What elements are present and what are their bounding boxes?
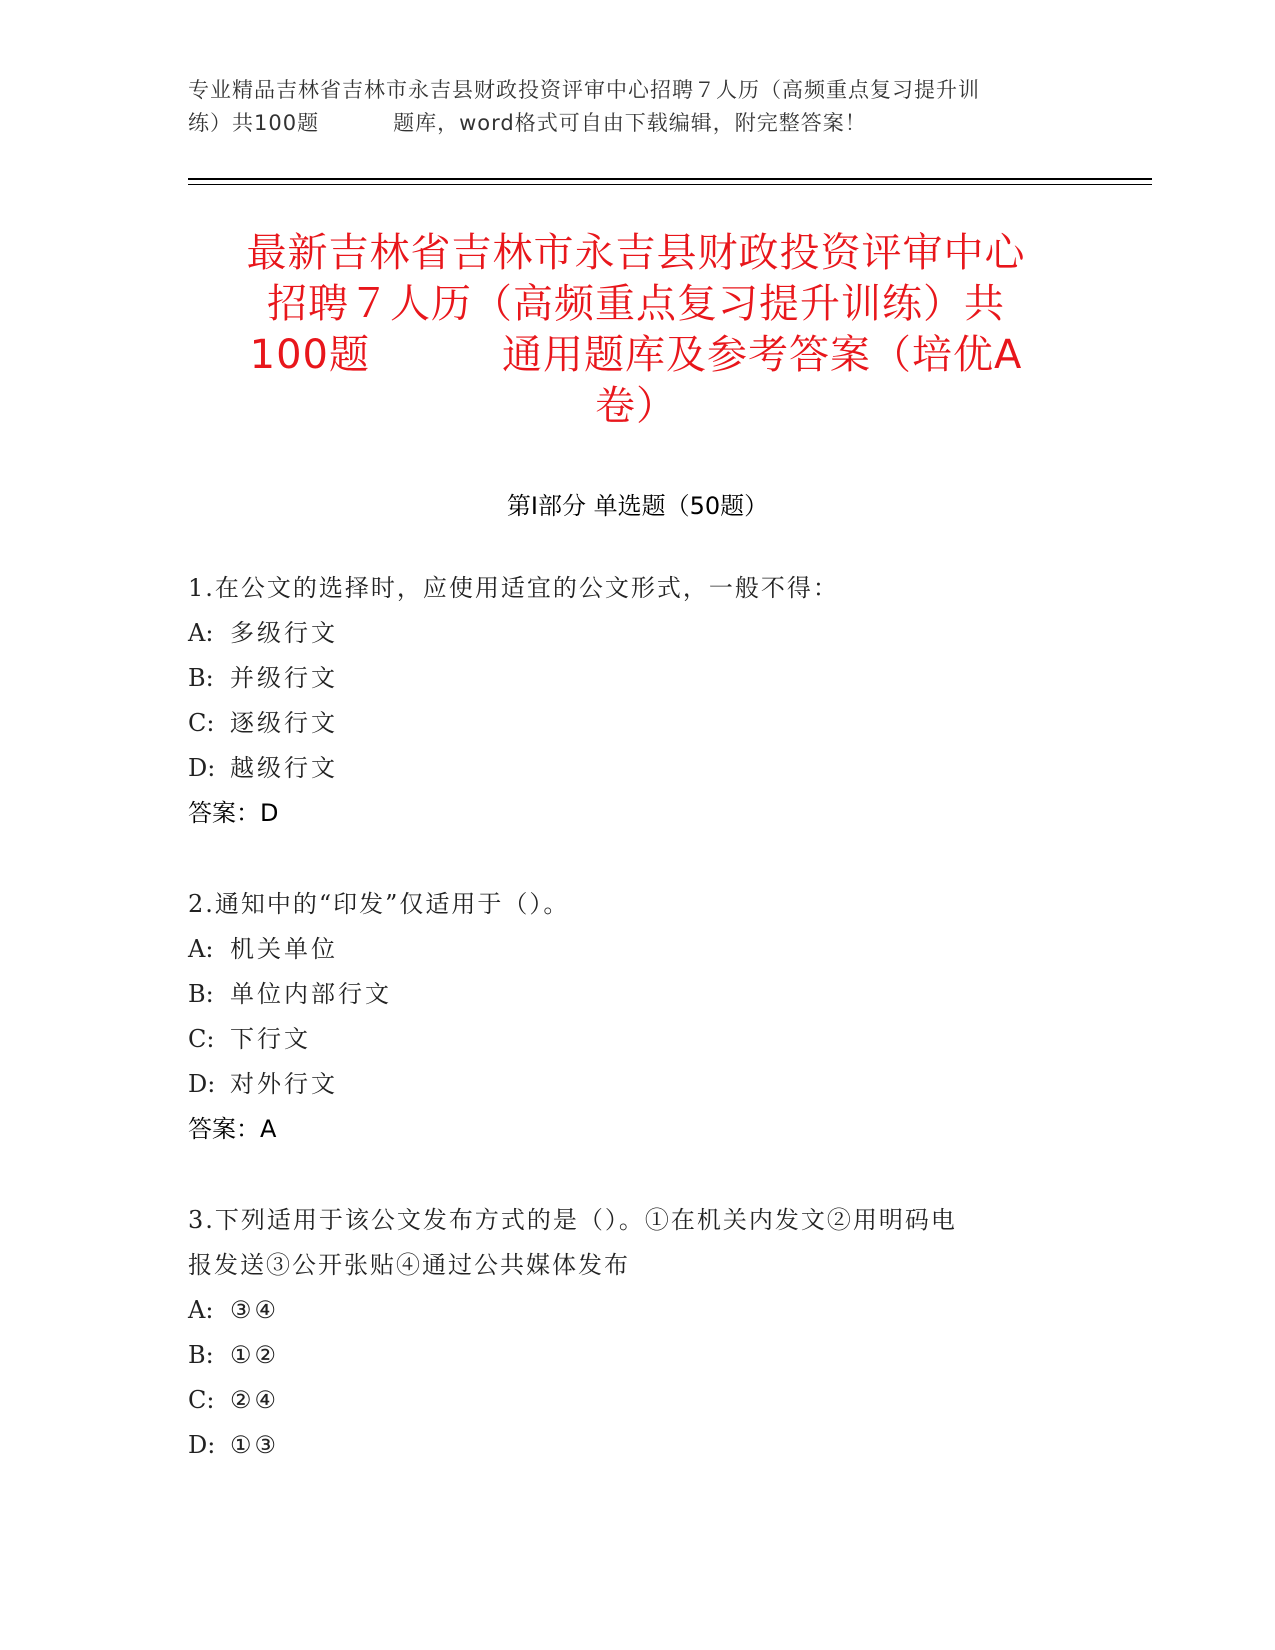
title-line-2: 招聘７人历（高频重点复习提升训练）共 bbox=[267, 281, 1005, 327]
header-divider-thin bbox=[188, 184, 1152, 185]
option-text: 对外行文 bbox=[230, 1070, 338, 1098]
option-b bbox=[188, 656, 1088, 701]
option-letter: D: bbox=[188, 754, 216, 782]
option-c bbox=[188, 1378, 1088, 1423]
option-a bbox=[188, 611, 1088, 656]
question-stem: 1.在公文的选择时，应使用适宜的公文形式，一般不得： bbox=[188, 574, 839, 602]
question-2 bbox=[188, 882, 1088, 1152]
header-divider-thick bbox=[188, 178, 1152, 180]
option-d bbox=[188, 746, 1088, 791]
option-letter: A: bbox=[188, 935, 214, 963]
question-stem: 2.通知中的“印发”仅适用于（）。 bbox=[188, 890, 570, 918]
document-title bbox=[170, 228, 1102, 432]
answer-line: 答案：A bbox=[188, 1115, 277, 1143]
option-a bbox=[188, 1288, 1088, 1333]
option-b bbox=[188, 972, 1088, 1017]
header-line-2 bbox=[188, 107, 1088, 140]
option-text: 越级行文 bbox=[230, 754, 338, 782]
option-c bbox=[188, 1017, 1088, 1062]
option-text: ②④ bbox=[230, 1386, 280, 1414]
option-letter: D: bbox=[188, 1070, 216, 1098]
option-text: 单位内部行文 bbox=[230, 980, 392, 1008]
option-c bbox=[188, 701, 1088, 746]
option-text: ①② bbox=[230, 1341, 280, 1369]
section-heading: 第Ⅰ部分 单选题（50题） bbox=[506, 492, 769, 520]
option-text: ③④ bbox=[230, 1296, 280, 1324]
option-d bbox=[188, 1423, 1088, 1468]
header-line-2-start: 练）共100题 bbox=[188, 111, 320, 135]
option-letter: B: bbox=[188, 980, 214, 1008]
option-letter: C: bbox=[188, 1386, 215, 1414]
option-b bbox=[188, 1333, 1088, 1378]
option-a bbox=[188, 927, 1088, 972]
option-letter: B: bbox=[188, 664, 214, 692]
option-text: 下行文 bbox=[230, 1025, 311, 1053]
option-letter: B: bbox=[188, 1341, 214, 1369]
question-stem-line-1: 3.下列适用于该公文发布方式的是（）。①在机关内发文②用明码电 bbox=[188, 1206, 957, 1234]
option-text: 机关单位 bbox=[230, 935, 338, 963]
question-3 bbox=[188, 1198, 1088, 1468]
header-line-1: 专业精品吉林省吉林市永吉县财政投资评审中心招聘７人历（高频重点复习提升训 bbox=[188, 78, 980, 102]
title-line-3 bbox=[170, 330, 1102, 381]
question-1 bbox=[188, 566, 1088, 836]
option-text: ①③ bbox=[230, 1431, 280, 1459]
option-letter: A: bbox=[188, 619, 214, 647]
option-text: 逐级行文 bbox=[230, 709, 338, 737]
title-line-4: 卷） bbox=[595, 383, 677, 429]
option-letter: C: bbox=[188, 1025, 215, 1053]
answer-line: 答案：D bbox=[188, 799, 279, 827]
option-text: 并级行文 bbox=[230, 664, 338, 692]
option-d bbox=[188, 1062, 1088, 1107]
document-header bbox=[188, 74, 1088, 140]
title-line-3-start: 100题 bbox=[249, 332, 370, 378]
question-stem-line-2: 报发送③公开张贴④通过公共媒体发布 bbox=[188, 1251, 630, 1279]
title-line-3-end: 通用题库及参考答案（培优A bbox=[501, 332, 1023, 378]
option-letter: C: bbox=[188, 709, 215, 737]
header-line-2-end: 题库，word格式可自由下载编辑，附完整答案！ bbox=[393, 111, 867, 135]
option-text: 多级行文 bbox=[230, 619, 338, 647]
title-line-1: 最新吉林省吉林市永吉县财政投资评审中心 bbox=[246, 230, 1026, 276]
option-letter: D: bbox=[188, 1431, 216, 1459]
option-letter: A: bbox=[188, 1296, 214, 1324]
